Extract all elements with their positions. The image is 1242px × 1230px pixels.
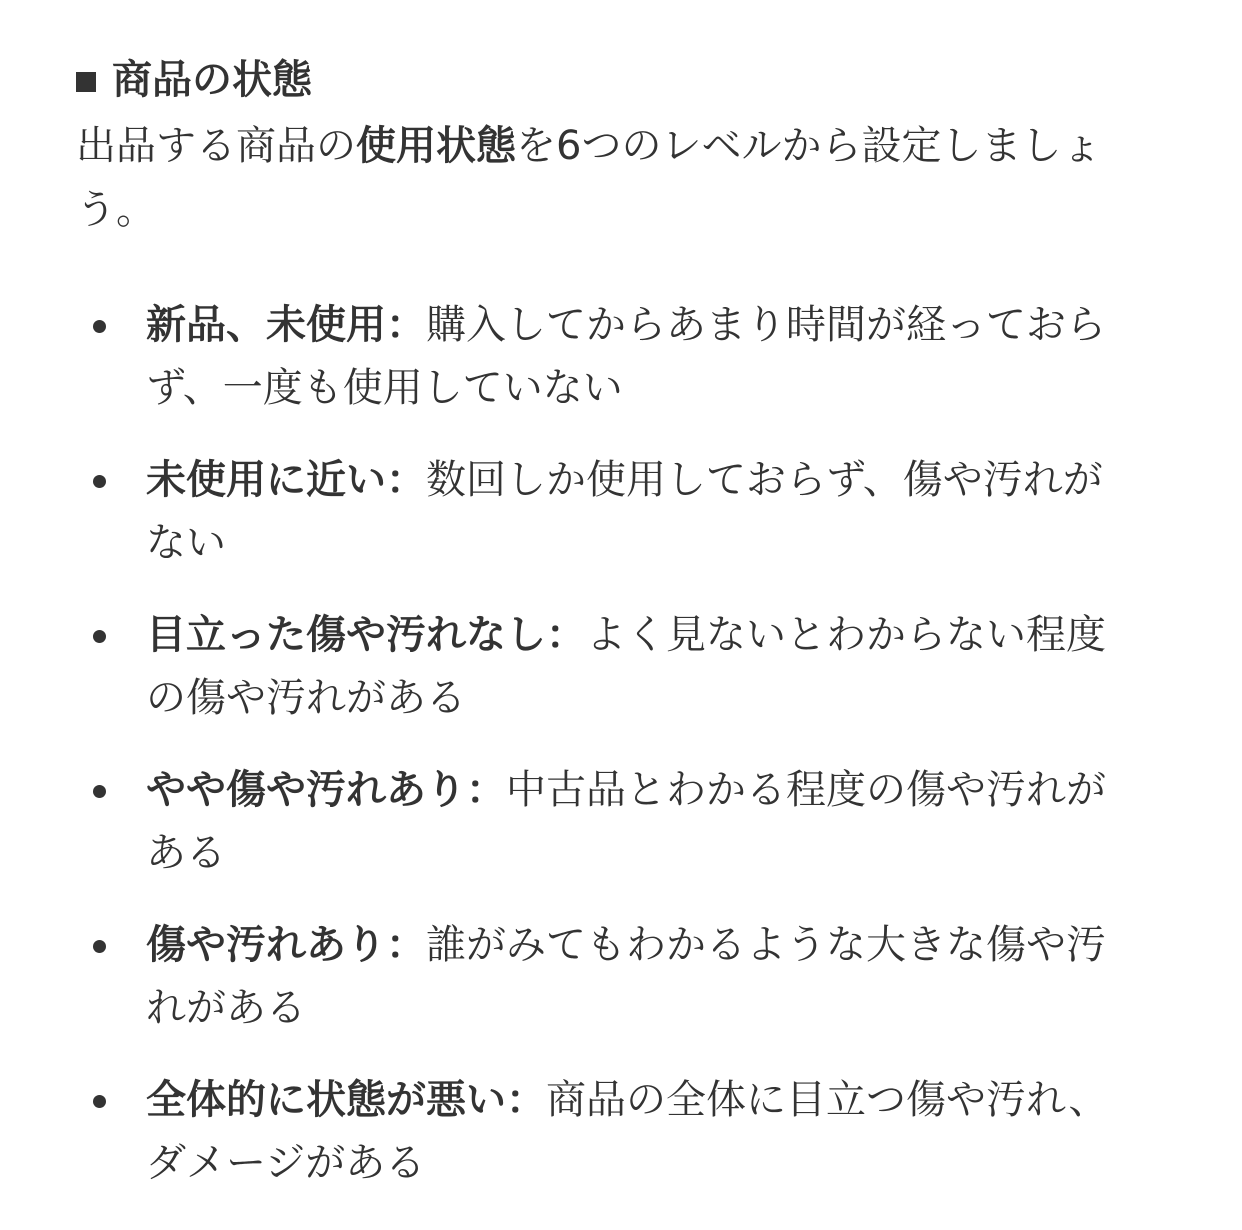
list-item <box>76 759 1132 885</box>
intro-text-after: を6つのレベルから設定しましょう。 <box>76 123 1102 233</box>
condition-name: 全体的に状態が悪い <box>146 1077 506 1123</box>
bullet-dot-icon <box>93 940 106 953</box>
list-item <box>76 449 1132 575</box>
condition-description: よく見ないとわからない程度の傷や汚れがある <box>146 612 1106 721</box>
condition-description: 誰がみてもわかるような大きな傷や汚れがある <box>146 922 1106 1031</box>
condition-name: 新品、未使用 <box>146 302 386 348</box>
intro-text-before: 出品する商品の <box>76 123 356 169</box>
condition-separator: ： <box>386 302 426 348</box>
intro-paragraph <box>76 114 1132 242</box>
list-item <box>76 604 1132 730</box>
square-bullet-icon <box>76 72 96 92</box>
condition-separator: ： <box>506 1077 546 1123</box>
bullet-dot-icon <box>93 785 106 798</box>
condition-separator: ： <box>466 767 506 813</box>
condition-name: やや傷や汚れあり <box>146 767 466 813</box>
condition-description: 数回しか使用しておらず、傷や汚れがない <box>146 457 1103 566</box>
bullet-dot-icon <box>93 475 106 488</box>
bullet-dot-icon <box>93 320 106 333</box>
list-item <box>76 914 1132 1040</box>
list-item <box>76 294 1132 420</box>
condition-separator: ： <box>386 457 426 503</box>
list-item <box>76 1069 1132 1195</box>
condition-description: 商品の全体に目立つ傷や汚れ、ダメージがある <box>146 1077 1109 1186</box>
condition-name: 未使用に近い <box>146 457 386 503</box>
bullet-dot-icon <box>93 630 106 643</box>
section-heading <box>76 52 1132 108</box>
condition-description: 中古品とわかる程度の傷や汚れがある <box>146 767 1106 876</box>
condition-description: 購入してからあまり時間が経っておらず、一度も使用していない <box>146 302 1106 411</box>
condition-separator: ： <box>386 922 426 968</box>
bullet-dot-icon <box>93 1095 106 1108</box>
condition-name: 傷や汚れあり <box>146 922 386 968</box>
intro-emphasis: 使用状態 <box>356 123 516 169</box>
condition-name: 目立った傷や汚れなし <box>146 612 546 658</box>
condition-separator: ： <box>546 612 586 658</box>
condition-list <box>76 294 1132 1195</box>
section-title: 商品の状態 <box>112 57 312 103</box>
